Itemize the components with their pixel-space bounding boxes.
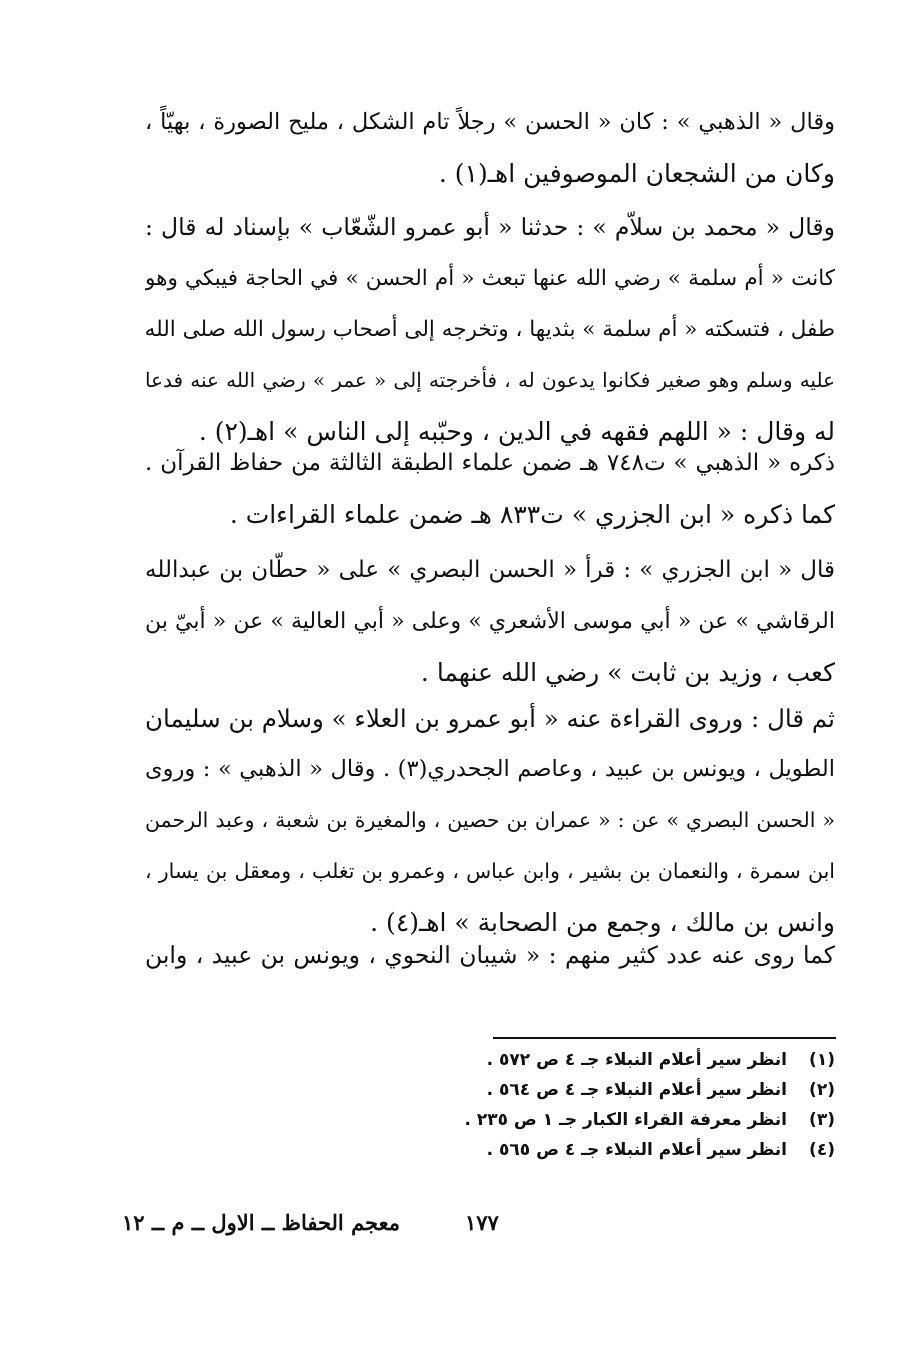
paragraph-3: [145, 438, 835, 540]
footnote-item: [430, 1045, 835, 1075]
paragraph-line: « الحسن البصري » عن : « عمران بن حصين ، والمغيرة بن شعبة ، وعبد الرحمن: [145, 808, 835, 832]
footnote-text: انظر سير أعلام النبلاء جـ ٤ ص ٥٦٥ .: [486, 1140, 787, 1160]
paragraph-line: طفل ، فتسكته « أم سلمة » بثديها ، وتخرجه إلى أصحاب رسول الله صلى الله: [145, 317, 835, 342]
paragraph-5: [145, 693, 835, 948]
footnotes-list: [430, 1045, 835, 1165]
footnote-number: (٤): [809, 1140, 835, 1160]
paragraph-line: وانس بن مالك ، وجمع من الصحابة » اهـ(٤) .: [370, 908, 835, 937]
footnote-item: [430, 1135, 835, 1165]
paragraph-line: كعب ، وزيد بن ثابت » رضي الله عنهما .: [420, 658, 835, 687]
paragraph-line: كانت « أم سلمة » رضي الله عنها تبعث « أم الحسن » في الحاجة فيبكي وهو: [145, 266, 835, 291]
paragraph-line: ذكره « الذهبي » ت٧٤٨ هـ ضمن علماء الطبقة الثالثة من حفاظ القرآن .: [145, 450, 835, 476]
footnote-text: انظر سير أعلام النبلاء جـ ٤ ص ٥٦٤ .: [486, 1080, 787, 1100]
paragraph-line: ابن سمرة ، والنعمان بن بشير ، وابن عباس ، وعمرو بن تغلب ، ومعقل بن يسار ،: [145, 859, 835, 883]
footnote-item: [430, 1105, 835, 1135]
paragraph-line: وقال « الذهبي » : كان « الحسن » رجلاً تام الشكل ، مليح الصورة ، بهيّاً ،: [145, 109, 835, 135]
paragraph-line: وكان من الشجعان الموصوفين اهـ(١) .: [438, 159, 835, 188]
footnote-number: (١): [809, 1050, 835, 1070]
paragraph-2: [145, 202, 835, 457]
paragraph-line: كما ذكره « ابن الجزري » ت٨٣٣ هـ ضمن علماء القراءات .: [229, 500, 835, 529]
paragraph-line: وقال « محمد بن سلاّم » : حدثنا « أبو عمرو الشّعّاب » بإسناد له قال :: [145, 213, 835, 241]
book-title-footer: معجم الحفاظ ــ الاول ــ م ــ ١٢: [121, 1210, 400, 1235]
footnote-text: انظر سير أعلام النبلاء جـ ٤ ص ٥٧٢ .: [486, 1050, 787, 1070]
footnote-item: [430, 1075, 835, 1105]
footnote-number: (٢): [809, 1080, 835, 1100]
paragraph-6: [145, 930, 835, 981]
paragraph-line: له وقال : « اللهم فقهه في الدين ، وحبّبه إلى الناس » اهـ(٢) .: [198, 417, 835, 446]
paragraph-line: ثم قال : وروى القراءة عنه « أبو عمرو بن العلاء » وسلام بن سليمان: [145, 704, 835, 733]
footnote-number: (٣): [809, 1110, 835, 1130]
paragraph-line: الطويل ، ويونس بن عبيد ، وعاصم الجحدري(٣) . وقال « الذهبي » : وروى: [145, 756, 835, 782]
paragraph-line: عليه وسلم وهو صغير فكانوا يدعون له ، فأخرجته إلى « عمر » رضي الله عنه فدعا: [145, 368, 835, 392]
paragraph-line: كما روى عنه عدد كثير منهم : « شيبان النحوي ، ويونس بن عبيد ، وابن: [145, 941, 835, 969]
paragraph-line: الرقاشي » عن « أبي موسى الأشعري » وعلى « أبي العالية » عن « أبيّ بن: [145, 609, 835, 634]
paragraph-1: [145, 97, 835, 199]
paragraph-4: [145, 545, 835, 698]
footnote-text: انظر معرفة القراء الكبار جـ ١ ص ٢٣٥ .: [464, 1110, 787, 1130]
paragraph-line: قال « ابن الجزري » : قرأ « الحسن البصري » على « حطّان بن عبدالله: [145, 557, 835, 583]
page-number: ١٧٧: [465, 1210, 499, 1235]
footnote-divider: [493, 1037, 836, 1039]
